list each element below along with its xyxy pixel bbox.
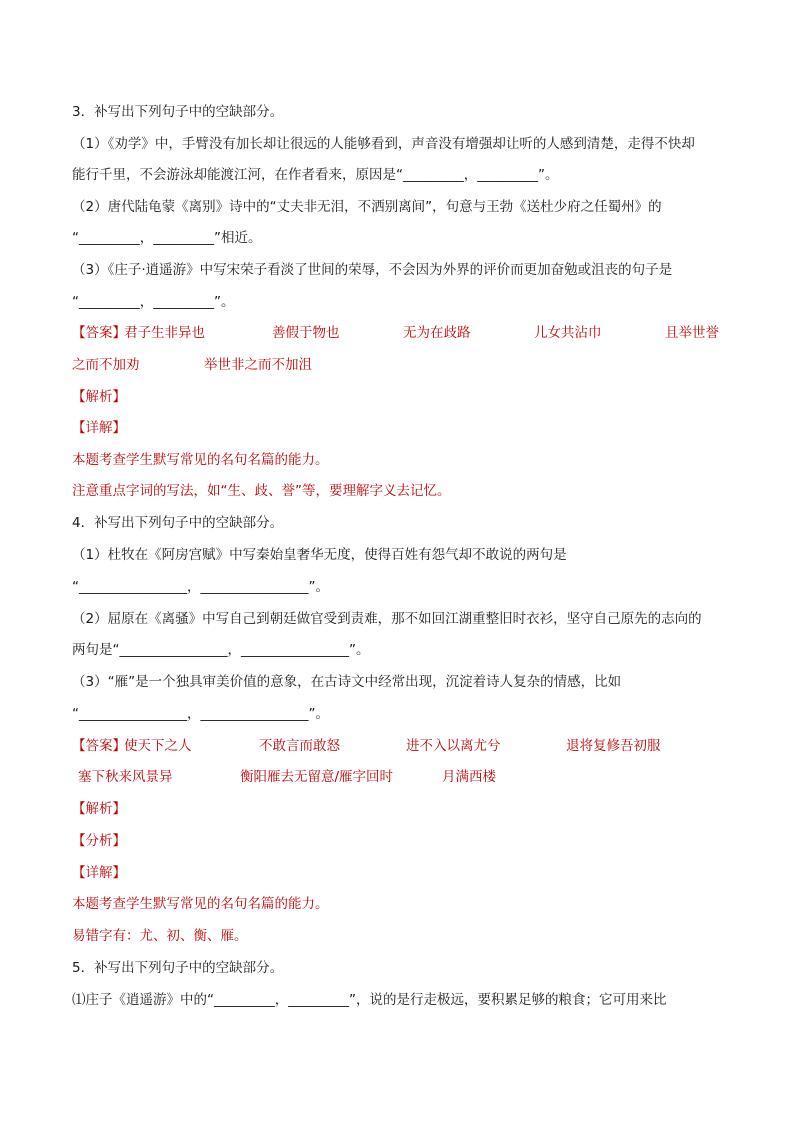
answer-item: 月满西楼 — [442, 769, 496, 785]
q4-detail-line1: 本题考查学生默写常见的名句名篇的能力。 — [72, 896, 329, 912]
answer-item: 进不入以离尤兮 — [406, 738, 501, 754]
answer-item: 无为在歧路 — [403, 325, 471, 341]
q3-title: 3．补写出下列句子中的空缺部分。 — [72, 104, 284, 120]
answer-item: 君子生非异也 — [124, 325, 205, 341]
answer-item: 之而不加劝 — [72, 357, 140, 373]
q3-p1-line2: 能行千里，不会游泳却能渡江河，在作者看来，原因是“_________，_________”。 — [72, 167, 559, 183]
answer-item: 举世非之而不加沮 — [204, 357, 312, 373]
answer-item: 使天下之人 — [124, 738, 192, 754]
q3-answer-row1 — [72, 323, 732, 343]
q4-p1-line1: （1）杜牧在《阿房宫赋》中写秦始皇奢华无度，使得百姓有怨气却不敢说的两句是 — [72, 547, 567, 563]
answer-tag: 【答案】 — [72, 325, 126, 341]
analysis-tag: 【解析】 — [72, 389, 126, 405]
answer-item: 儿女共沾巾 — [534, 325, 602, 341]
q3-p2-line2: “_________，_________”相近。 — [72, 230, 262, 246]
q4-title: 4．补写出下列句子中的空缺部分。 — [72, 515, 284, 531]
q5-title: 5．补写出下列句子中的空缺部分。 — [72, 960, 284, 976]
answer-item: 不敢言而敢怒 — [259, 738, 340, 754]
q4-answer-row1 — [72, 736, 732, 756]
q4-p1-line2: “________________，________________”。 — [72, 579, 329, 595]
q4-detail-line2: 易错字有：尤、初、衡、雁。 — [72, 928, 248, 944]
q4-p3-line2: “________________，________________”。 — [72, 706, 329, 722]
q3-p1-line1: （1）《劝学》中，手臂没有加长却让很远的人能够看到，声音没有增强却让听的人感到清楚，走得不快却 — [72, 136, 695, 152]
answer-item: 善假于物也 — [272, 325, 340, 341]
fenxi-tag: 【分析】 — [72, 833, 126, 849]
answer-item: 退将复修吾初服 — [566, 738, 661, 754]
q5-p1-line1: ⑴庄子《逍遥游》中的“_________，_________”，说的是行走极远，要积累足够的粮食；它可用来比 — [72, 992, 667, 1008]
q3-p3-line2: “_________，_________”。 — [72, 294, 235, 310]
q4-p2-line2: 两句是“________________，________________”。 — [72, 642, 370, 658]
q4-p2-line1: （2）屈原在《离骚》中写自己到朝廷做官受到责难，那不如回江湖重整旧时衣衫，坚守自己原先的志向的 — [72, 611, 702, 627]
detail-tag: 【详解】 — [72, 865, 126, 881]
q3-p2-line1: （2）唐代陆龟蒙《离别》诗中的“丈夫非无泪，不洒别离间”，句意与王勃《送杜少府之任蜀州》的 — [72, 199, 662, 215]
analysis-tag: 【解析】 — [72, 801, 126, 817]
q4-p3-line1: （3）“雁”是一个独具审美价值的意象，在古诗文中经常出现，沉淀着诗人复杂的情感，比如 — [72, 674, 622, 690]
q3-detail-line2: 注意重点字词的写法，如“生、歧、誉”等，要理解字义去记忆。 — [72, 483, 451, 499]
q3-detail-line1: 本题考查学生默写常见的名句名篇的能力。 — [72, 452, 329, 468]
answer-tag: 【答案】 — [72, 738, 126, 754]
answer-item: 衡阳雁去无留意/雁字回时 — [240, 769, 394, 785]
answer-item: 塞下秋来风景异 — [78, 769, 173, 785]
detail-tag: 【详解】 — [72, 420, 126, 436]
q3-p3-line1: （3）《庄子·逍遥游》中写宋荣子看淡了世间的荣辱，不会因为外界的评价而更加奋勉或沮丧的句子是 — [72, 262, 673, 278]
answer-item: 且举世誉 — [665, 325, 719, 341]
